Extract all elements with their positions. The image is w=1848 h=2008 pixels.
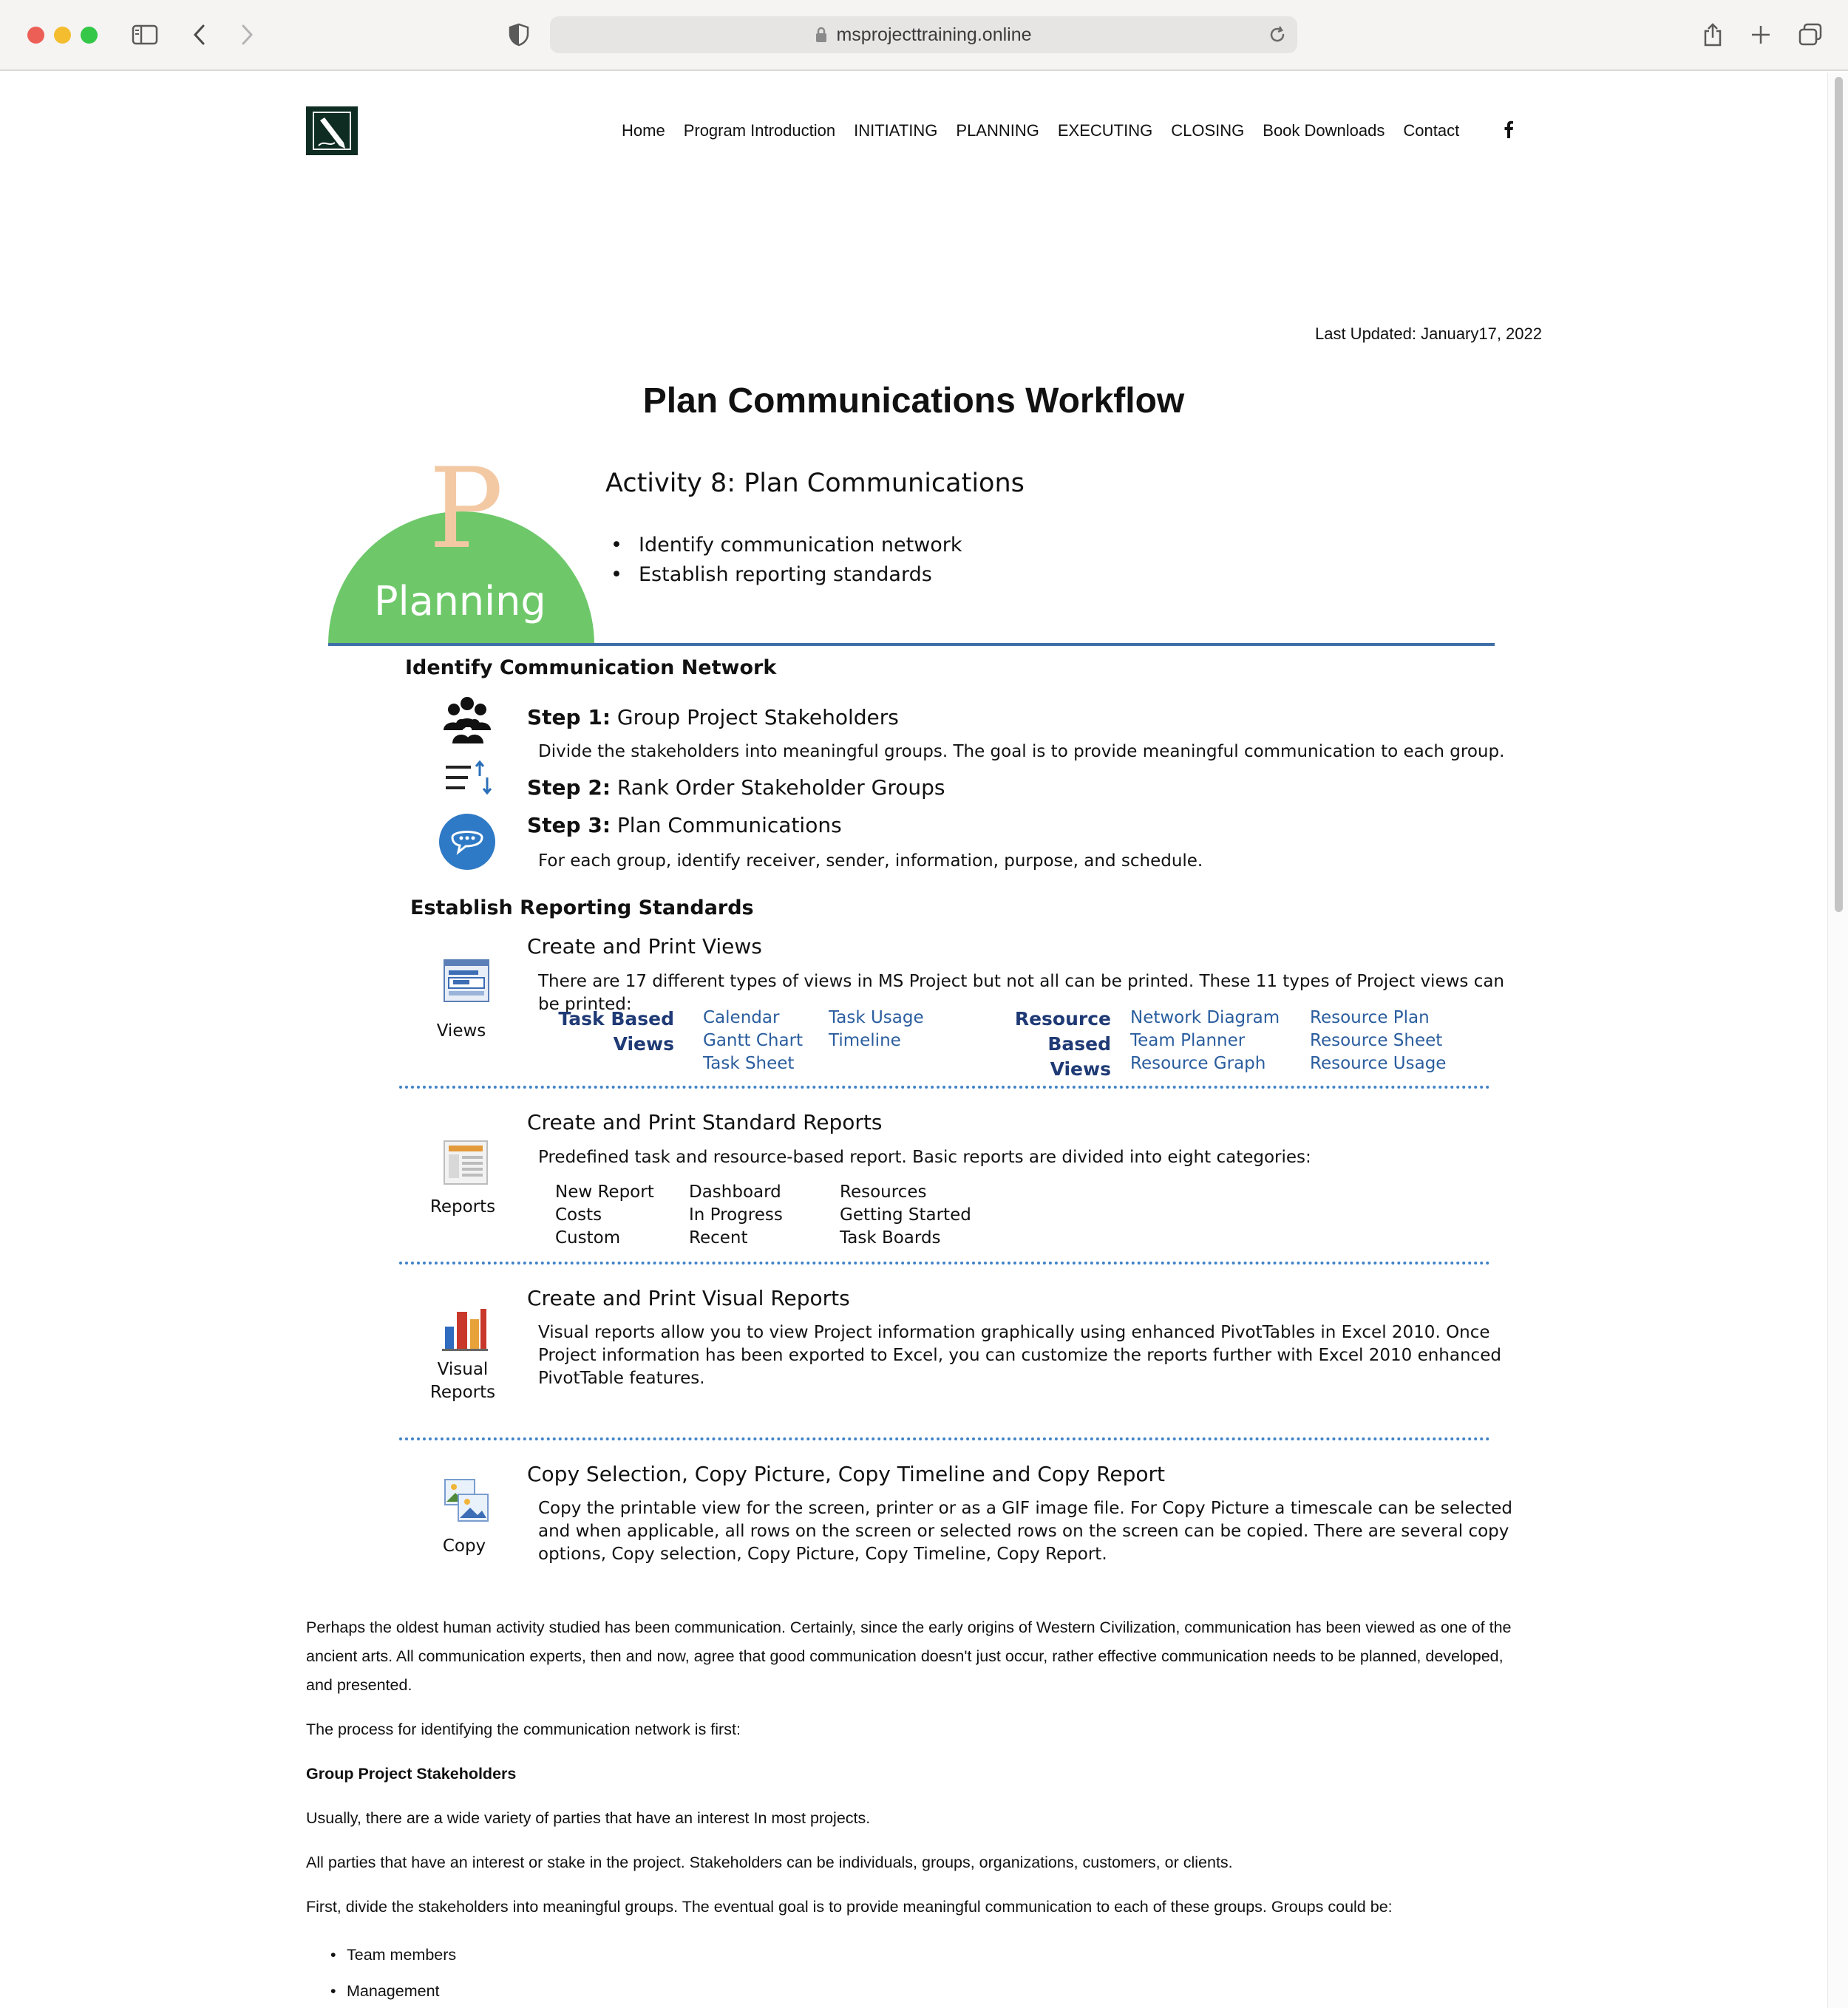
resource-views-col2	[1310, 1007, 1446, 1075]
step-1-text: Group Project Stakeholders	[616, 705, 899, 729]
resource-based-label	[954, 1007, 1111, 1082]
step-2-title	[527, 775, 945, 800]
nav-planning[interactable]: PLANNING	[956, 121, 1039, 140]
visual-reports-desc: Visual reports allow you to view Project information graphically using enhanced PivotTables in Excel 2010. Once Project information has been exported to Excel, you can customize the reports further with Excel 2010 enhanced PivotTable features.	[538, 1323, 1501, 1388]
report-category: Resources	[840, 1182, 927, 1202]
copy-picture-icon	[438, 1473, 495, 1529]
report-category: In Progress	[689, 1205, 783, 1225]
views-title: Create and Print Views	[527, 934, 762, 959]
resource-based-label-line1: Resource Based	[1014, 1008, 1111, 1055]
step-3-title	[527, 813, 842, 837]
view-item: Resource Sheet	[1310, 1031, 1443, 1050]
network-heading: Identify Communication Network	[405, 656, 777, 679]
article-body	[306, 1613, 1520, 2008]
article-paragraph: The process for identifying the communication network is first:	[306, 1721, 741, 1738]
view-item: Calendar	[703, 1008, 780, 1027]
article-paragraph: Usually, there are a wide variety of parties that have an interest In most projects.	[306, 1809, 871, 1827]
article-subheading: Group Project Stakeholders	[306, 1765, 517, 1783]
report-category: Recent	[689, 1228, 748, 1248]
task-views-col2	[829, 1007, 924, 1052]
dotted-divider	[399, 1086, 1490, 1089]
chat-bubble-icon	[439, 814, 495, 870]
activity-item: • Establish reporting standards	[639, 560, 962, 590]
reports-col2	[689, 1181, 783, 1250]
reports-caption: Reports	[429, 1197, 496, 1216]
views-caption: Views	[436, 1021, 486, 1041]
view-item: Resource Plan	[1310, 1008, 1430, 1027]
resource-based-label-line2: Views	[1050, 1058, 1111, 1080]
activity-list	[639, 531, 962, 590]
visual-reports-caption	[426, 1358, 500, 1404]
visual-caption-line1: Visual	[437, 1360, 489, 1379]
nav-book-downloads[interactable]: Book Downloads	[1263, 121, 1385, 140]
nav-initiating[interactable]: INITIATING	[854, 121, 938, 140]
dotted-divider	[399, 1262, 1490, 1265]
report-category: Getting Started	[840, 1205, 971, 1225]
scrollbar-thumb[interactable]	[1835, 77, 1843, 912]
report-category: Costs	[555, 1205, 602, 1225]
nav-executing[interactable]: EXECUTING	[1057, 121, 1153, 140]
article-paragraph: Perhaps the oldest human activity studied has been communication. Certainly, since the early origins of Western Civilization, communication has been viewed as one of the ancient arts. All communication experts, then and now, agree that good communication doesn't just occur, rather effective communication needs to be planned, developed, and presented.	[306, 1619, 1512, 1694]
nav-closing[interactable]: CLOSING	[1171, 121, 1245, 140]
reports-col1	[555, 1181, 654, 1250]
nav-program-introduction[interactable]: Program Introduction	[683, 121, 836, 140]
view-item: Timeline	[829, 1031, 901, 1050]
step-3-label: Step 3:	[527, 813, 611, 837]
nav-contact[interactable]: Contact	[1403, 121, 1460, 140]
resource-views-col1	[1130, 1007, 1280, 1075]
step-1-label: Step 1:	[527, 705, 611, 729]
task-based-label	[532, 1007, 674, 1057]
view-item: Task Usage	[829, 1008, 924, 1027]
copy-caption: Copy	[442, 1536, 486, 1556]
views-desc: There are 17 different types of views in MS Project but not all can be printed. These 11 types of Project views can be printed:	[538, 972, 1505, 1014]
reporting-heading: Establish Reporting Standards	[410, 896, 754, 919]
copy-title: Copy Selection, Copy Picture, Copy Timeline and Copy Report	[527, 1462, 1165, 1486]
visual-caption-line2: Reports	[429, 1383, 496, 1402]
copy-desc: Copy the printable view for the screen, printer or as a GIF image file. For Copy Picture a timescale can be selected and when applicable, all rows on the screen or selected rows on the screen can be copied. There are several copy options, Copy selection, Copy Picture, Copy Timeline, Copy Report.	[538, 1499, 1513, 1564]
bar-chart-icon	[437, 1301, 493, 1357]
report-category: Dashboard	[689, 1182, 781, 1202]
view-item: Task Sheet	[703, 1054, 795, 1073]
report-category: Task Boards	[840, 1228, 941, 1248]
views-icon	[438, 953, 494, 1010]
activity-title: Activity 8: Plan Communications	[605, 469, 1025, 498]
url-text: msprojecttraining.online	[836, 24, 1032, 45]
task-based-label-line1: Task Based	[558, 1008, 674, 1029]
view-item: Network Diagram	[1130, 1008, 1280, 1027]
article-paragraph: All parties that have an interest or stake in the project. Stakeholders can be individuals, groups, organizations, customers, or clients.	[306, 1854, 1233, 1871]
badge-label: Planning	[374, 578, 546, 624]
step-2-text: Rank Order Stakeholder Groups	[616, 775, 945, 800]
report-category: New Report	[555, 1182, 654, 1202]
last-updated: Last Updated: January17, 2022	[1314, 324, 1542, 343]
reports-icon	[438, 1134, 494, 1191]
dotted-divider	[399, 1437, 1490, 1440]
article-paragraph: First, divide the stakeholders into meaningful groups. The eventual goal is to provide meaningful communication to each of these groups. Groups could be:	[306, 1898, 1393, 1916]
activity-item: • Identify communication network	[639, 531, 962, 560]
step-1-title	[527, 705, 899, 729]
stakeholder-group-list	[330, 1937, 1520, 2008]
page-title: Plan Communications Workflow	[642, 381, 1185, 421]
vertical-scrollbar[interactable]	[1827, 72, 1848, 2008]
reports-desc: Predefined task and resource-based report. Basic reports are divided into eight categories:	[538, 1148, 1311, 1167]
reports-title: Create and Print Standard Reports	[527, 1110, 883, 1134]
reports-col3	[840, 1181, 971, 1250]
step-2-label: Step 2:	[527, 775, 611, 800]
task-based-label-line2: Views	[613, 1033, 674, 1055]
list-item: • Team members	[330, 1937, 1520, 1973]
rank-order-icon	[439, 751, 495, 807]
planning-badge	[328, 445, 594, 644]
nav-home[interactable]: Home	[622, 121, 665, 140]
view-item: Team Planner	[1130, 1031, 1246, 1050]
report-category: Custom	[555, 1228, 621, 1248]
task-views-col1	[703, 1007, 803, 1075]
view-item: Resource Graph	[1130, 1054, 1266, 1073]
step-3-desc: For each group, identify receiver, sender, information, purpose, and schedule.	[538, 851, 1203, 871]
visual-reports-title: Create and Print Visual Reports	[527, 1286, 850, 1310]
view-item: Gantt Chart	[703, 1031, 804, 1050]
step-3-text: Plan Communications	[616, 813, 842, 837]
list-item: • Management	[330, 1973, 1520, 2008]
view-item: Resource Usage	[1310, 1054, 1447, 1073]
step-1-desc: Divide the stakeholders into meaningful groups. The goal is to provide meaningful communication to each group.	[538, 742, 1505, 761]
group-people-icon	[439, 691, 495, 747]
badge-letter: P	[429, 445, 503, 574]
section-divider	[328, 643, 1495, 646]
